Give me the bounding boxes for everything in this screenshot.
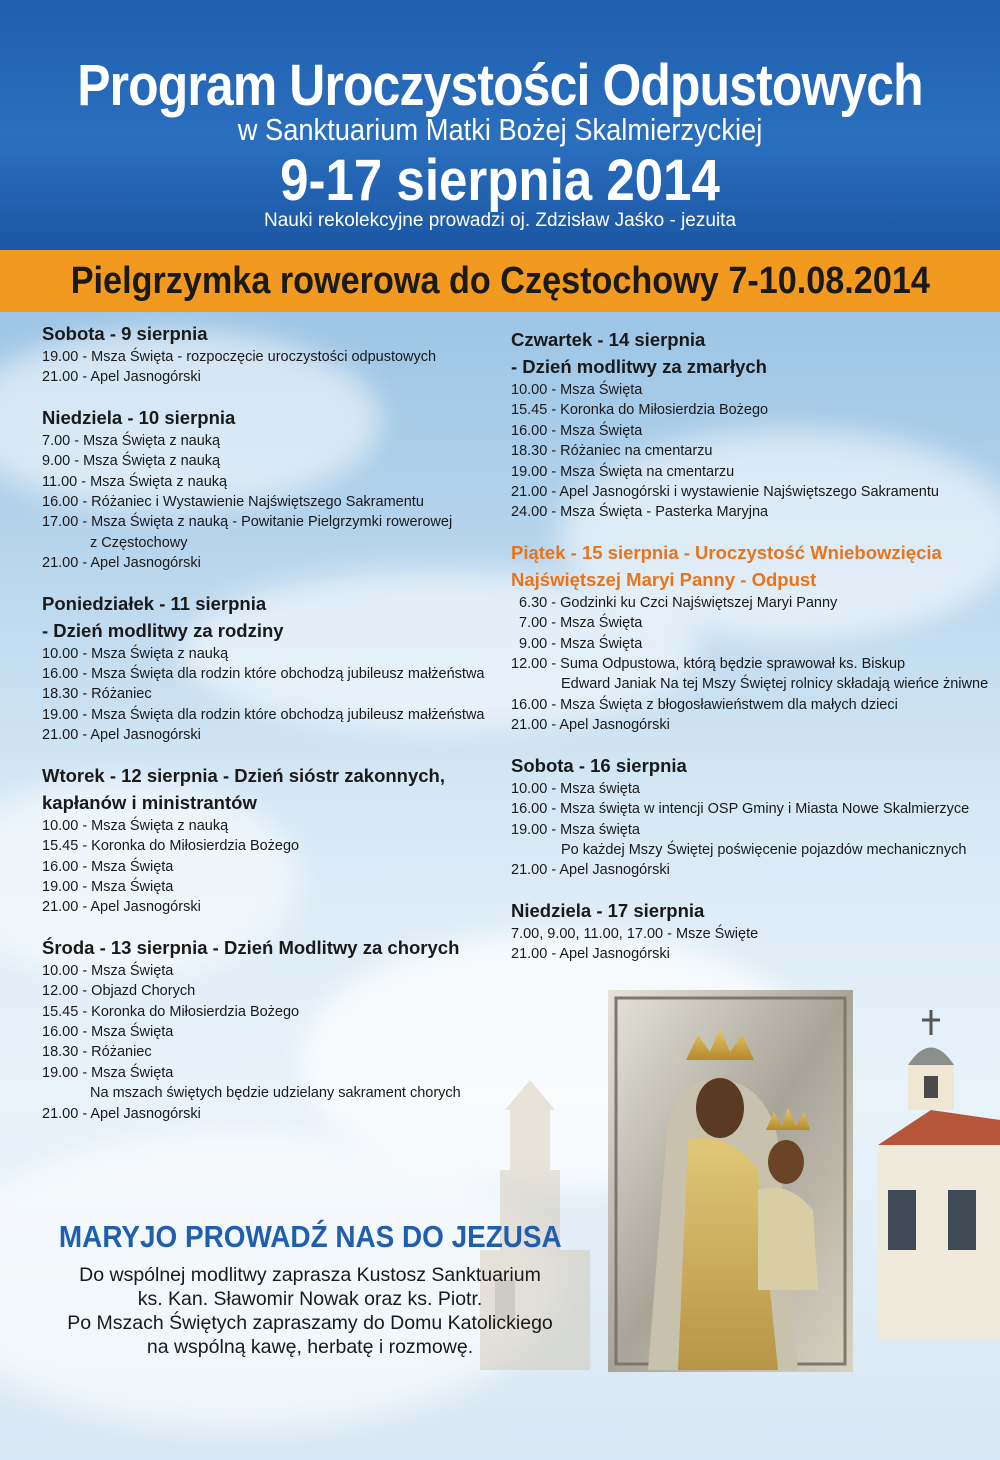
schedule-item: 24.00 - Msza Święta - Pasterka Maryjna xyxy=(511,504,769,521)
schedule-item: 17.00 - Msza Święta z nauką - Powitanie Pielgrzymki rowerowej xyxy=(42,514,453,531)
day-block xyxy=(511,897,991,965)
day-block xyxy=(42,320,502,388)
schedule-item: 21.00 - Apel Jasnogórski xyxy=(42,727,201,744)
schedule-item: 19.00 - Msza święta xyxy=(511,821,640,838)
day-block xyxy=(42,404,502,574)
schedule-item: 16.00 - Msza Święta z błogosławieństwem dla małych dzieci xyxy=(511,696,898,713)
day-heading: Sobota - 16 sierpnia xyxy=(511,754,687,776)
schedule-item: 21.00 - Apel Jasnogórski xyxy=(42,1105,201,1122)
schedule-item: 10.00 - Msza święta xyxy=(511,780,640,797)
schedule-item: 9.00 - Msza Święta xyxy=(519,635,643,652)
day-heading: Wtorek - 12 sierpnia - Dzień sióstr zakonnych, xyxy=(42,764,445,786)
schedule-item: 15.45 - Koronka do Miłosierdzia Bożego xyxy=(42,1003,300,1020)
event-date: 9-17 sierpnia 2014 xyxy=(280,148,720,213)
schedule-item: 16.00 - Msza Święta xyxy=(511,422,643,439)
schedule-item: 19.00 - Msza Święta xyxy=(42,878,174,895)
day-heading: Sobota - 9 sierpnia xyxy=(42,323,208,344)
motto-heading: MARYJO PROWADŹ NAS DO JEZUSA xyxy=(58,1219,562,1254)
pilgrimage-banner: Pielgrzymka rowerowa do Częstochowy 7-10.08.2014 xyxy=(0,250,1000,312)
day-heading: Najświętszej Maryi Panny - Odpust xyxy=(511,568,817,590)
schedule-right-column xyxy=(511,326,991,981)
schedule-item: 18.30 - Różaniec xyxy=(42,686,152,703)
schedule-item: 16.00 - Msza święta w intencji OSP Gminy i Miasta Nowe Skalmierzyce xyxy=(511,801,970,818)
schedule-item: 10.00 - Msza Święta z nauką xyxy=(42,645,229,662)
page-subtitle: w Sanktuarium Matki Bożej Skalmierzyckiej xyxy=(237,112,763,147)
schedule-item: 21.00 - Apel Jasnogórski xyxy=(42,899,201,916)
day-block xyxy=(511,326,991,523)
day-heading: - Dzień modlitwy za rodziny xyxy=(42,619,284,641)
page-title: Program Uroczystości Odpustowych xyxy=(77,53,923,118)
schedule-item: 10.00 - Msza Święta xyxy=(42,962,174,979)
schedule-item: 7.00, 9.00, 11.00, 17.00 - Msze Święte xyxy=(511,925,759,942)
schedule-item: 18.30 - Różaniec na cmentarzu xyxy=(511,443,713,460)
day-block xyxy=(42,934,502,1124)
schedule-item: 15.45 - Koronka do Miłosierdzia Bożego xyxy=(42,838,300,855)
day-heading: Środa - 13 sierpnia - Dzień Modlitwy za chorych xyxy=(42,936,460,958)
schedule-item: Na mszach świętych będzie udzielany sakrament chorych xyxy=(90,1085,461,1102)
schedule-item: 21.00 - Apel Jasnogórski xyxy=(42,369,201,386)
day-heading: kapłanów i ministrantów xyxy=(42,791,257,813)
schedule-item: 10.00 - Msza Święta xyxy=(511,382,643,398)
schedule-left-column xyxy=(42,320,502,1140)
schedule-item: 21.00 - Apel Jasnogórski xyxy=(42,555,201,572)
schedule-item: 18.30 - Różaniec xyxy=(42,1044,152,1061)
schedule-item: Po każdej Mszy Świętej poświęcenie pojazdów mechanicznych xyxy=(561,841,967,858)
invite-line: ks. Kan. Sławomir Nowak oraz ks. Piotr. xyxy=(137,1288,483,1310)
schedule-item: 16.00 - Różaniec i Wystawienie Najświętszego Sakramentu xyxy=(42,494,424,511)
retreat-note: Nauki rekolekcyjne prowadzi oj. Zdzisław Jaśko - jezuita xyxy=(263,210,737,231)
day-heading: Piątek - 15 sierpnia - Uroczystość Wniebowzięcia xyxy=(511,541,942,563)
invite-line: Do wspólnej modlitwy zaprasza Kustosz Sanktuarium xyxy=(79,1264,541,1286)
schedule-item: 7.00 - Msza Święta xyxy=(519,615,643,632)
day-heading: Niedziela - 17 sierpnia xyxy=(511,899,705,921)
day-block xyxy=(42,590,502,746)
madonna-icon xyxy=(608,990,853,1372)
schedule-item: 11.00 - Msza Święta z nauką xyxy=(42,473,228,490)
day-block xyxy=(511,752,991,881)
schedule-item: 16.00 - Msza Święta dla rodzin które obchodzą jubileusz małżeństwa xyxy=(42,666,485,683)
schedule-item: 19.00 - Msza Święta xyxy=(42,1064,174,1081)
schedule-item: 21.00 - Apel Jasnogórski xyxy=(511,717,670,734)
schedule-item: 6.30 - Godzinki ku Czci Najświętszej Maryi Panny xyxy=(519,594,838,611)
schedule-item: 16.00 - Msza Święta xyxy=(42,1023,174,1040)
schedule-item: 19.00 - Msza Święta - rozpoczęcie uroczystości odpustowych xyxy=(42,349,437,365)
schedule-item: 19.00 - Msza Święta na cmentarzu xyxy=(511,463,735,480)
day-block xyxy=(511,539,991,736)
invite-line: Po Mszach Świętych zapraszamy do Domu Katolickiego xyxy=(67,1312,553,1334)
schedule-item: 21.00 - Apel Jasnogórski xyxy=(511,862,670,879)
day-heading: Poniedziałek - 11 sierpnia xyxy=(42,592,267,614)
invite-line: na wspólną kawę, herbatę i rozmowę. xyxy=(146,1336,474,1358)
header-banner xyxy=(0,0,1000,250)
schedule-item: 16.00 - Msza Święta xyxy=(42,858,174,875)
day-block xyxy=(42,762,502,918)
schedule-item: 21.00 - Apel Jasnogórski xyxy=(511,946,670,963)
invitation-text xyxy=(40,1263,580,1359)
schedule-item: 12.00 - Objazd Chorych xyxy=(42,983,196,1000)
day-heading: - Dzień modlitwy za zmarłych xyxy=(511,356,767,377)
schedule-item: z Częstochowy xyxy=(90,534,188,551)
schedule-item: 21.00 - Apel Jasnogórski i wystawienie Najświętszego Sakramentu xyxy=(511,484,939,501)
day-heading: Czwartek - 14 sierpnia xyxy=(511,329,706,350)
schedule-item: 7.00 - Msza Święta z nauką xyxy=(42,432,221,449)
schedule-item: 9.00 - Msza Święta z nauką xyxy=(42,453,221,470)
schedule-item: Edward Janiak Na tej Mszy Świętej rolnicy składają wieńce żniwne xyxy=(561,676,989,693)
schedule-item: 15.45 - Koronka do Miłosierdzia Bożego xyxy=(511,402,769,419)
church-tower-icon xyxy=(858,1010,1000,1340)
schedule-item: 12.00 - Suma Odpustowa, którą będzie sprawował ks. Biskup xyxy=(511,656,906,673)
day-heading: Niedziela - 10 sierpnia xyxy=(42,406,236,428)
schedule-item: 10.00 - Msza Święta z nauką xyxy=(42,817,229,834)
schedule-item: 19.00 - Msza Święta dla rodzin które obchodzą jubileusz małżeństwa xyxy=(42,706,485,723)
